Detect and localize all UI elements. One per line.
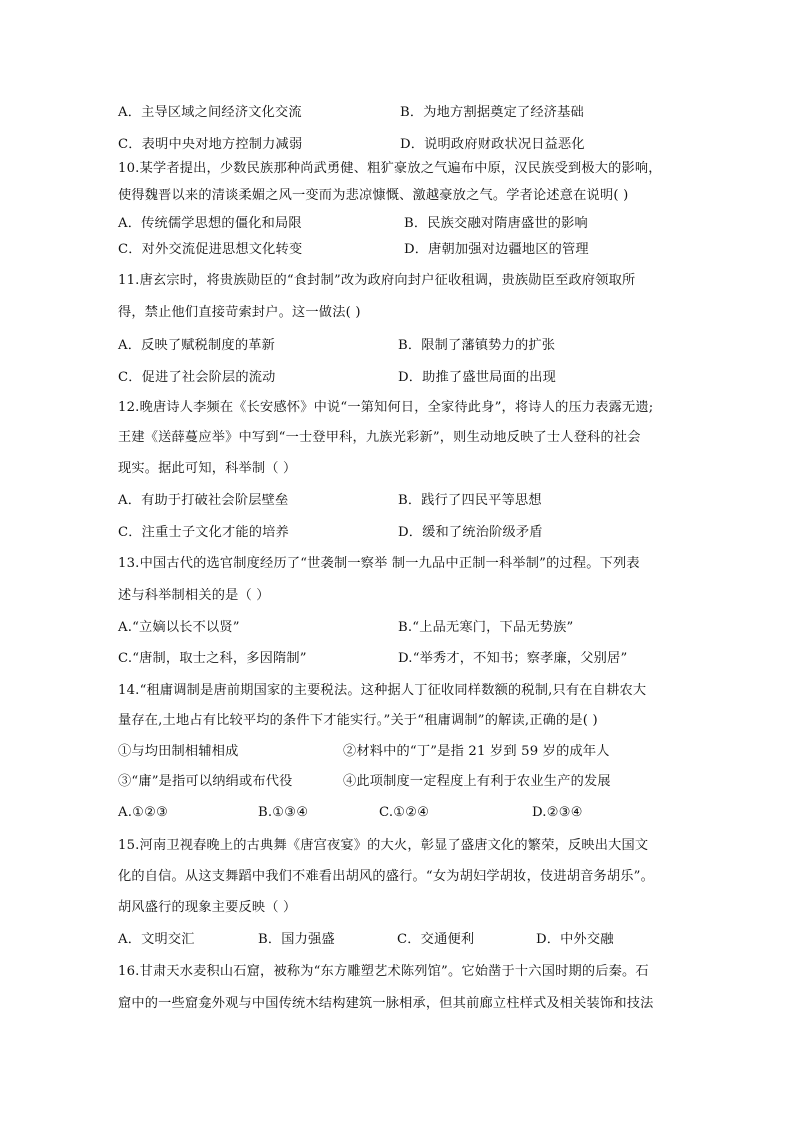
q10-stem-line-1: 10.某学者提出，少数民族那种尚武勇健、粗犷豪放之气遍布中原，汉民族受到极大的影响， xyxy=(118,161,662,176)
q13-option-c: C.“唐制，取士之科，多因隋制” xyxy=(118,651,307,666)
q14-stem-line-2: 量存在,土地占有比较平均的条件下才能实行。”关于“租庸调制”的解读,正确的是( ) xyxy=(118,713,598,728)
q11-option-c: C．促进了社会阶层的流动 xyxy=(118,370,276,385)
q10-option-d: D．唐朝加强对边疆地区的管理 xyxy=(404,242,589,257)
q14-option-d: D.②③④ xyxy=(532,805,583,820)
q14-option-a: A.①②③ xyxy=(118,805,169,820)
q12-stem-line-2: 王建《送薛蔓应举》中写到“一士登甲科，九族光彩新”，则生动地反映了士人登科的社会 xyxy=(118,430,641,445)
q14-statement-3: ③“庸”是指可以纳绢或布代役 xyxy=(118,774,293,789)
q14-option-b: B.①③④ xyxy=(258,805,309,820)
q13-option-d: D.“举秀才，不知书；察孝廉，父别居” xyxy=(398,651,628,666)
q13-option-b: B.“上品无寒门，下品无势族” xyxy=(398,620,574,635)
q15-option-d: D．中外交融 xyxy=(536,932,614,947)
q12-option-d: D．缓和了统治阶级矛盾 xyxy=(398,525,543,540)
q15-stem-line-1: 15.河南卫视春晚上的古典舞《唐宫夜宴》的大火，彰显了盛唐文化的繁荣，反映出大国文 xyxy=(118,838,649,853)
q9-option-c: C．表明中央对地方控制力减弱 xyxy=(118,137,303,152)
q10-stem-line-2: 使得魏晋以来的清谈柔媚之风一变而为悲凉慷慨、激越豪放之气。学者论述意在说明( ) xyxy=(118,188,629,203)
q15-option-a: A．文明交汇 xyxy=(118,932,195,947)
q11-stem-line-1: 11.唐玄宗时，将贵族勋臣的“食封制”改为政府向封户征收租调，贵族勋臣至政府领取所 xyxy=(118,273,636,288)
q11-option-a: A．反映了赋税制度的革新 xyxy=(118,338,275,353)
q16-stem-line-1: 16.甘肃天水麦积山石窟，被称为“东方雕塑艺术陈列馆”。它始凿于十六国时期的后秦。石 xyxy=(118,964,649,979)
q12-stem-line-3: 现实。据此可知，科举制（ ） xyxy=(118,461,297,476)
q14-statement-4: ④此项制度一定程度上有利于农业生产的发展 xyxy=(343,774,611,789)
q12-option-c: C．注重士子文化才能的培养 xyxy=(118,525,289,540)
q10-option-c: C．对外交流促进思想文化转变 xyxy=(118,242,303,257)
q14-option-c: C.①②④ xyxy=(379,805,430,820)
q9-option-d: D．说明政府财政状况日益恶化 xyxy=(400,137,585,152)
q11-option-b: B．限制了藩镇势力的扩张 xyxy=(398,338,556,353)
q10-option-a: A．传统儒学思想的僵化和局限 xyxy=(118,216,302,231)
q12-stem-line-1: 12.晚唐诗人李频在《长安感怀》中说“一第知何日，全家待此身”，将诗人的压力表露无遗; xyxy=(118,400,654,415)
q14-statement-2: ②材料中的“丁”是指 21 岁到 59 岁的成年人 xyxy=(343,744,610,759)
q16-stem-line-2: 窟中的一些窟龛外观与中国传统木结构建筑一脉相承，但其前廊立柱样式及相关装饰和技法 xyxy=(118,996,654,1011)
q11-stem-line-2: 得，禁止他们直接苛索封户。这一做法( ) xyxy=(118,305,361,320)
q12-option-b: B．践行了四民平等思想 xyxy=(398,493,542,508)
q15-stem-line-3: 胡风盛行的现象主要反映（ ） xyxy=(118,900,297,915)
q12-option-a: A．有助于打破社会阶层壁垒 xyxy=(118,493,289,508)
q13-stem-line-1: 13.中国古代的选官制度经历了“世袭制一察举 制一九品中正制一科举制”的过程。下列表 xyxy=(118,556,640,571)
q15-stem-line-2: 化的自信。从这支舞蹈中我们不难看出胡风的盛行。“女为胡妇学胡妆，伎进胡音务胡乐”。 xyxy=(118,869,654,884)
q9-option-a: A．主导区域之间经济文化交流 xyxy=(118,105,302,120)
q14-statement-1: ①与均田制相辅相成 xyxy=(118,744,239,759)
q10-option-b: B．民族交融对隋唐盛世的影响 xyxy=(404,216,588,231)
q13-option-a: A.“立嫡以长不以贤” xyxy=(118,620,240,635)
q14-stem-line-1: 14.“租庸调制是唐前期国家的主要税法。这种据人丁征收同样数额的税制,只有在自耕农大 xyxy=(118,683,647,698)
q15-option-c: C．交通便利 xyxy=(397,932,475,947)
q11-option-d: D．助推了盛世局面的出现 xyxy=(398,370,557,385)
q15-option-b: B．国力强盛 xyxy=(258,932,335,947)
q13-stem-line-2: 述与科举制相关的是（ ） xyxy=(118,588,270,603)
q9-option-b: B．为地方割据奠定了经济基础 xyxy=(400,105,584,120)
